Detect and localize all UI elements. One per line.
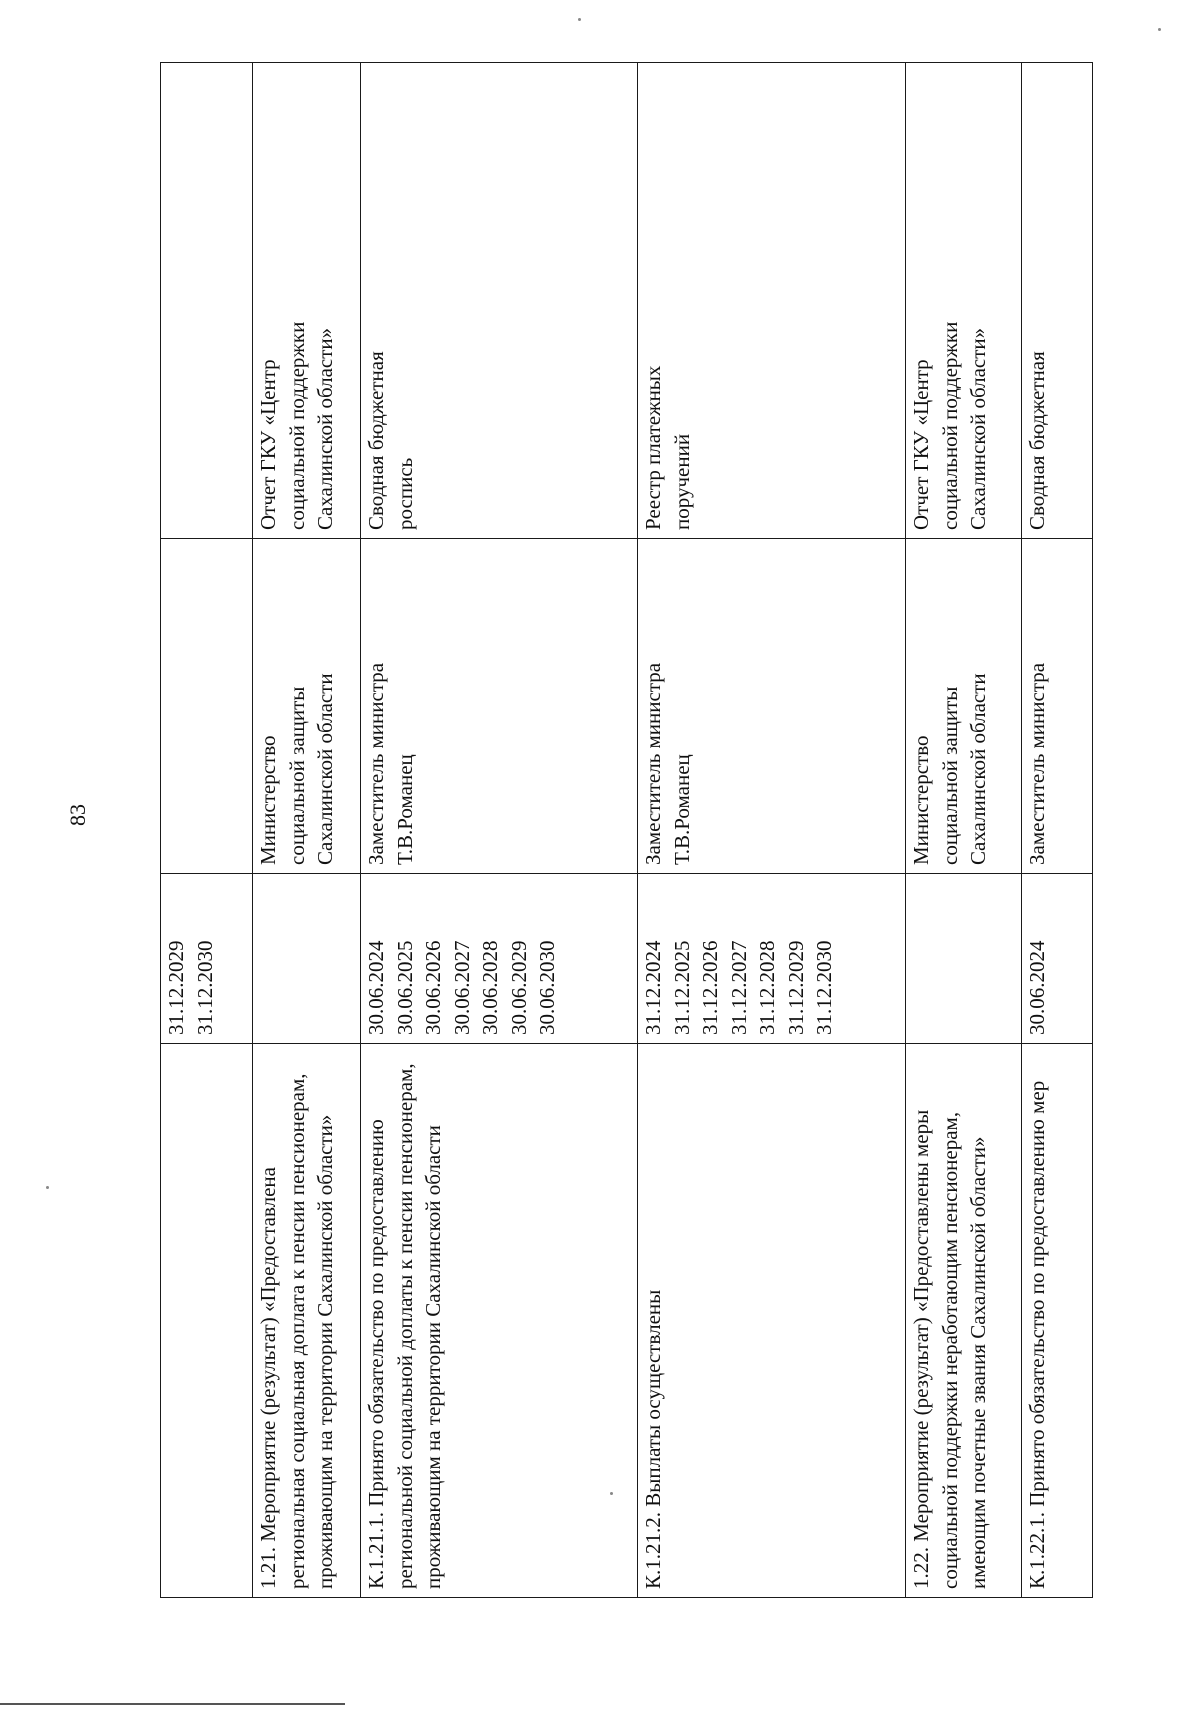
date-line: 31.12.2028 [755,940,780,1035]
text-line: роспись [392,457,417,530]
cell-document [361,63,638,539]
cell-document [253,63,361,539]
cell-dates [253,874,361,1044]
date-line: 30.06.2028 [478,940,503,1035]
text-line: социальной защиты [937,686,962,865]
page-number: 83 [65,804,90,826]
text-line: региональной социальной доплаты к пенсии пенсионерам, [392,1063,417,1589]
text-line: Заместитель министра [364,662,388,865]
text-line: поручений [669,433,694,530]
cell-dates [361,874,638,1044]
date-line: 30.06.2024 [1025,940,1049,1035]
cell-responsible [638,539,906,874]
table-row [906,63,1022,1598]
text-line: социальной поддержки неработающим пенсионерам, [937,1111,962,1589]
text-line: проживающим на территории Сахалинской области» [313,1114,338,1589]
date-line: 31.12.2030 [812,940,837,1035]
cell-document [638,63,906,539]
text-line: Сахалинской области [313,673,338,865]
text-line: Сводная бюджетная [1025,351,1049,530]
date-line: 30.06.2029 [506,940,531,1035]
table-row [638,63,906,1598]
text-line: К.1.21.2. Выплаты осуществлены [641,1289,665,1589]
cell-responsible [161,539,253,874]
text-line: региональная социальная доплата к пенсии пенсионерам, [284,1073,309,1589]
date-line: 30.06.2025 [392,940,417,1035]
date-line: 31.12.2024 [641,940,665,1035]
text-line: Сводная бюджетная [364,351,388,530]
date-line: 30.06.2024 [364,940,388,1035]
scan-speck [610,1492,613,1495]
text-line: социальной поддержки [937,321,962,530]
cell-name [638,1044,906,1598]
text-line: Министерство [909,735,933,865]
table-row [1022,63,1093,1598]
cell-name [361,1044,638,1598]
text-line: Т.В.Романец [669,754,694,865]
cell-responsible [253,539,361,874]
cell-dates [638,874,906,1044]
text-line: Сахалинской области» [313,327,338,530]
cell-name [161,1044,253,1598]
cell-document [906,63,1022,539]
cell-responsible [361,539,638,874]
text-line: 1.22. Мероприятие (результат) «Предоставлены меры [909,1109,933,1589]
text-line: Отчет ГКУ «Центр [256,359,280,530]
text-line: Отчет ГКУ «Центр [909,359,933,530]
plan-table [160,62,1093,1598]
date-line: 31.12.2029 [783,940,808,1035]
table-row [361,63,638,1598]
text-line: социальной поддержки [284,321,309,530]
date-line: 31.12.2027 [726,940,751,1035]
date-line: 31.12.2025 [669,940,694,1035]
date-line: 31.12.2029 [164,940,188,1035]
table-row [253,63,361,1598]
text-line: Сахалинской области» [966,327,991,530]
text-line: 1.21. Мероприятие (результат) «Предоставлена [256,1167,280,1589]
cell-dates [161,874,253,1044]
cell-name [1022,1044,1093,1598]
cell-responsible [906,539,1022,874]
scan-speck [578,18,581,21]
cell-document [161,63,253,539]
cell-name [253,1044,361,1598]
text-line: проживающим на территории Сахалинской области [421,1125,446,1589]
text-line: К.1.21.1. Принято обязательство по предоставлению [364,1119,388,1589]
scan-speck [1158,28,1161,31]
scan-bottom-line [0,1703,345,1705]
text-line: Сахалинской области [966,673,991,865]
text-line: К.1.22.1. Принято обязательство по предоставлению мер [1025,1080,1049,1589]
cell-responsible [1022,539,1093,874]
date-line: 31.12.2030 [192,940,217,1035]
scan-speck [46,1186,49,1189]
cell-dates [1022,874,1093,1044]
text-line: Заместитель министра [1025,662,1049,865]
date-line: 30.06.2030 [535,940,560,1035]
text-line: социальной защиты [284,686,309,865]
text-line: Реестр платежных [641,365,665,530]
date-line: 30.06.2027 [449,940,474,1035]
text-line: Министерство [256,735,280,865]
cell-dates [906,874,1022,1044]
table-row [161,63,253,1598]
date-line: 31.12.2026 [698,940,723,1035]
date-line: 30.06.2026 [421,940,446,1035]
cell-document [1022,63,1093,539]
text-line: имеющим почетные звания Сахалинской области» [966,1136,991,1589]
cell-name [906,1044,1022,1598]
text-line: Заместитель министра [641,662,665,865]
text-line: Т.В.Романец [392,754,417,865]
